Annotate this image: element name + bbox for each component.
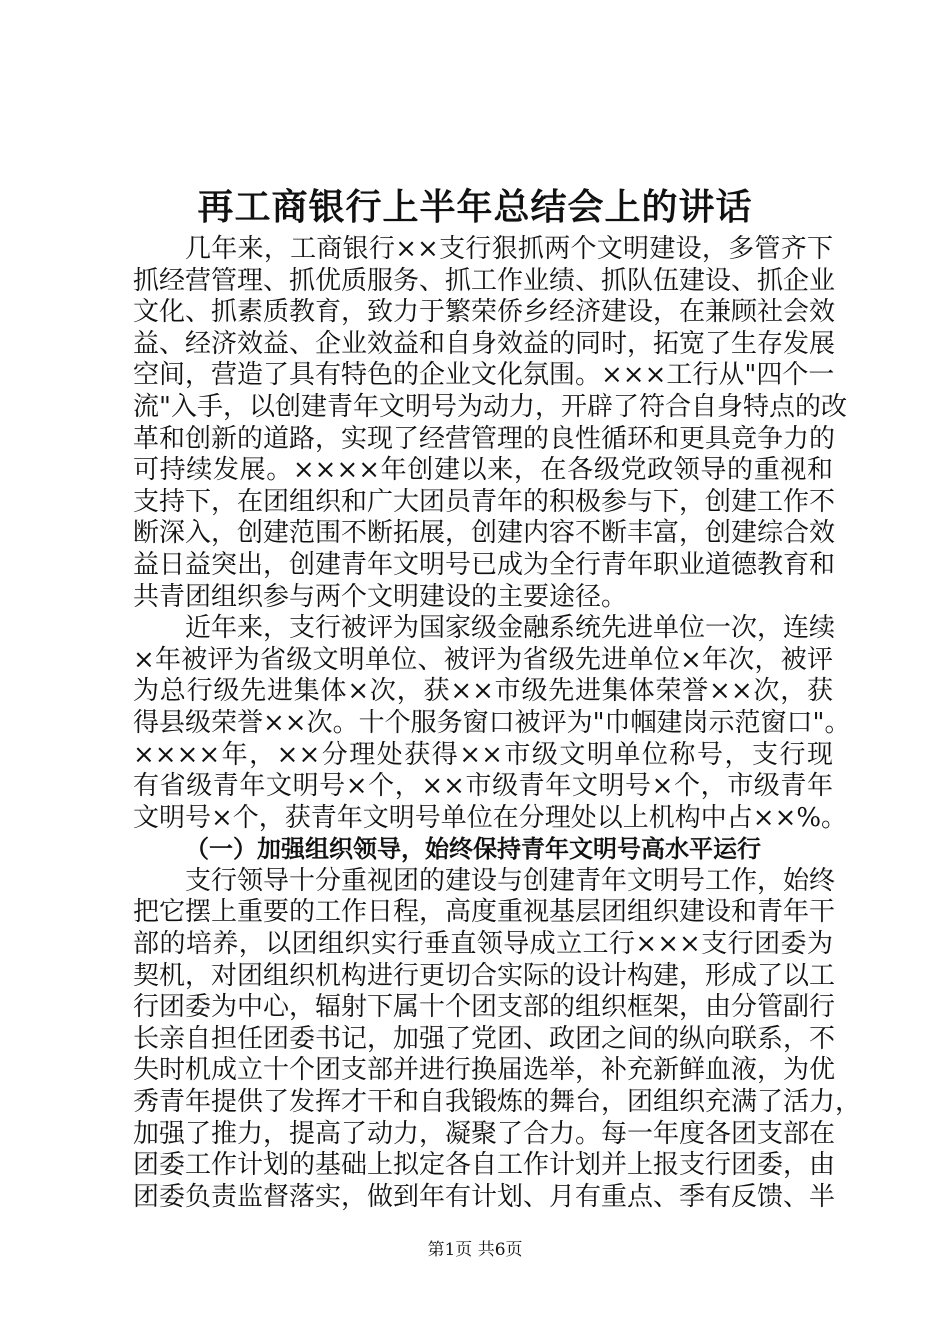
paragraph-3-line-11: 团委负责监督落实，做到年有计划、月有重点、季有反馈、半 (133, 1181, 836, 1212)
paragraph-2-line-2: ×年被评为省级文明单位、被评为省级先进单位×年次，被评 (133, 644, 833, 675)
paragraph-1-line-1: 几年来，工商银行××支行狠抓两个文明建设，多管齐下 (185, 234, 833, 264)
paragraph-2-line-1: 近年来，支行被评为国家级金融系统先进单位一次，连续 (185, 613, 836, 644)
document-title: 再工商银行上半年总结会上的讲话 (197, 187, 753, 228)
paragraph-3-line-10: 团委工作计划的基础上拟定各自工作计划并上报支行团委，由 (133, 1150, 836, 1181)
paragraph-1-line-3: 文化、抓素质教育，致力于繁荣侨乡经济建设，在兼顾社会效 (133, 297, 836, 328)
paragraph-2-line-5: ××××年，××分理处获得××市级文明单位称号，支行现 (133, 739, 833, 770)
paragraph-2-line-4: 得县级荣誉××次。十个服务窗口被评为"巾帼建岗示范窗口"。 (133, 707, 851, 738)
paragraph-3-line-3: 部的培养，以团组织实行垂直领导成立工行×××支行团委为 (133, 929, 833, 960)
paragraph-1-line-10: 断深入，创建范围不断拓展，创建内容不断丰富，创建综合效 (133, 518, 836, 549)
paragraph-3-line-1: 支行领导十分重视团的建设与创建青年文明号工作，始终 (185, 865, 836, 896)
paragraph-1-line-5: 空间，营造了具有特色的企业文化氛围。×××工行从"四个一 (133, 360, 835, 391)
paragraph-1-line-12: 共青团组织参与两个文明建设的主要途径。 (133, 581, 628, 612)
paragraph-3-line-6: 长亲自担任团委书记，加强了党团、政团之间的纵向联系，不 (133, 1023, 836, 1054)
paragraph-3-line-5: 行团委为中心，辐射下属十个团支部的组织框架，由分管副行 (133, 992, 836, 1023)
paragraph-1-line-2: 抓经营管理、抓优质服务、抓工作业绩、抓队伍建设、抓企业 (133, 265, 836, 296)
paragraph-3-line-8: 秀青年提供了发挥才干和自我锻炼的舞台，团组织充满了活力， (133, 1087, 862, 1118)
paragraph-3-line-9: 加强了推力，提高了动力，凝聚了合力。每一年度各团支部在 (133, 1118, 836, 1149)
paragraph-3-line-2: 把它摆上重要的工作日程，高度重视基层团组织建设和青年干 (133, 897, 836, 928)
paragraph-3-line-7: 失时机成立十个团支部并进行换届选举，补充新鲜血液，为优 (133, 1055, 836, 1086)
paragraph-1-line-6: 流"入手，以创建青年文明号为动力，开辟了符合自身特点的改 (133, 391, 847, 422)
paragraph-1-line-11: 益日益突出，创建青年文明号已成为全行青年职业道德教育和 (133, 549, 836, 580)
section-heading-1: （一）加强组织领导，始终保持青年文明号高水平运行 (185, 835, 761, 864)
document-body (133, 234, 862, 1213)
paragraph-1-line-8: 可持续发展。××××年创建以来，在各级党政领导的重视和 (133, 455, 833, 486)
paragraph-1-line-7: 革和创新的道路，实现了经营管理的良性循环和更具竞争力的 (133, 423, 836, 454)
paragraph-2-line-6: 有省级青年文明号×个，××市级青年文明号×个，市级青年 (133, 771, 833, 802)
paragraph-1-line-9: 支持下，在团组织和广大团员青年的积极参与下，创建工作不 (133, 486, 836, 517)
paragraph-2-line-7: 文明号×个，获青年文明号单位在分理处以上机构中占××%。 (133, 802, 848, 833)
page-number-footer: 第1页 共6页 (427, 1240, 523, 1260)
paragraph-3-line-4: 契机，对团组织机构进行更切合实际的设计构建，形成了以工 (133, 960, 836, 991)
paragraph-1-line-4: 益、经济效益、企业效益和自身效益的同时，拓宽了生存发展 (133, 328, 836, 359)
paragraph-2-line-3: 为总行级先进集体×次，获××市级先进集体荣誉××次，获 (133, 676, 833, 707)
